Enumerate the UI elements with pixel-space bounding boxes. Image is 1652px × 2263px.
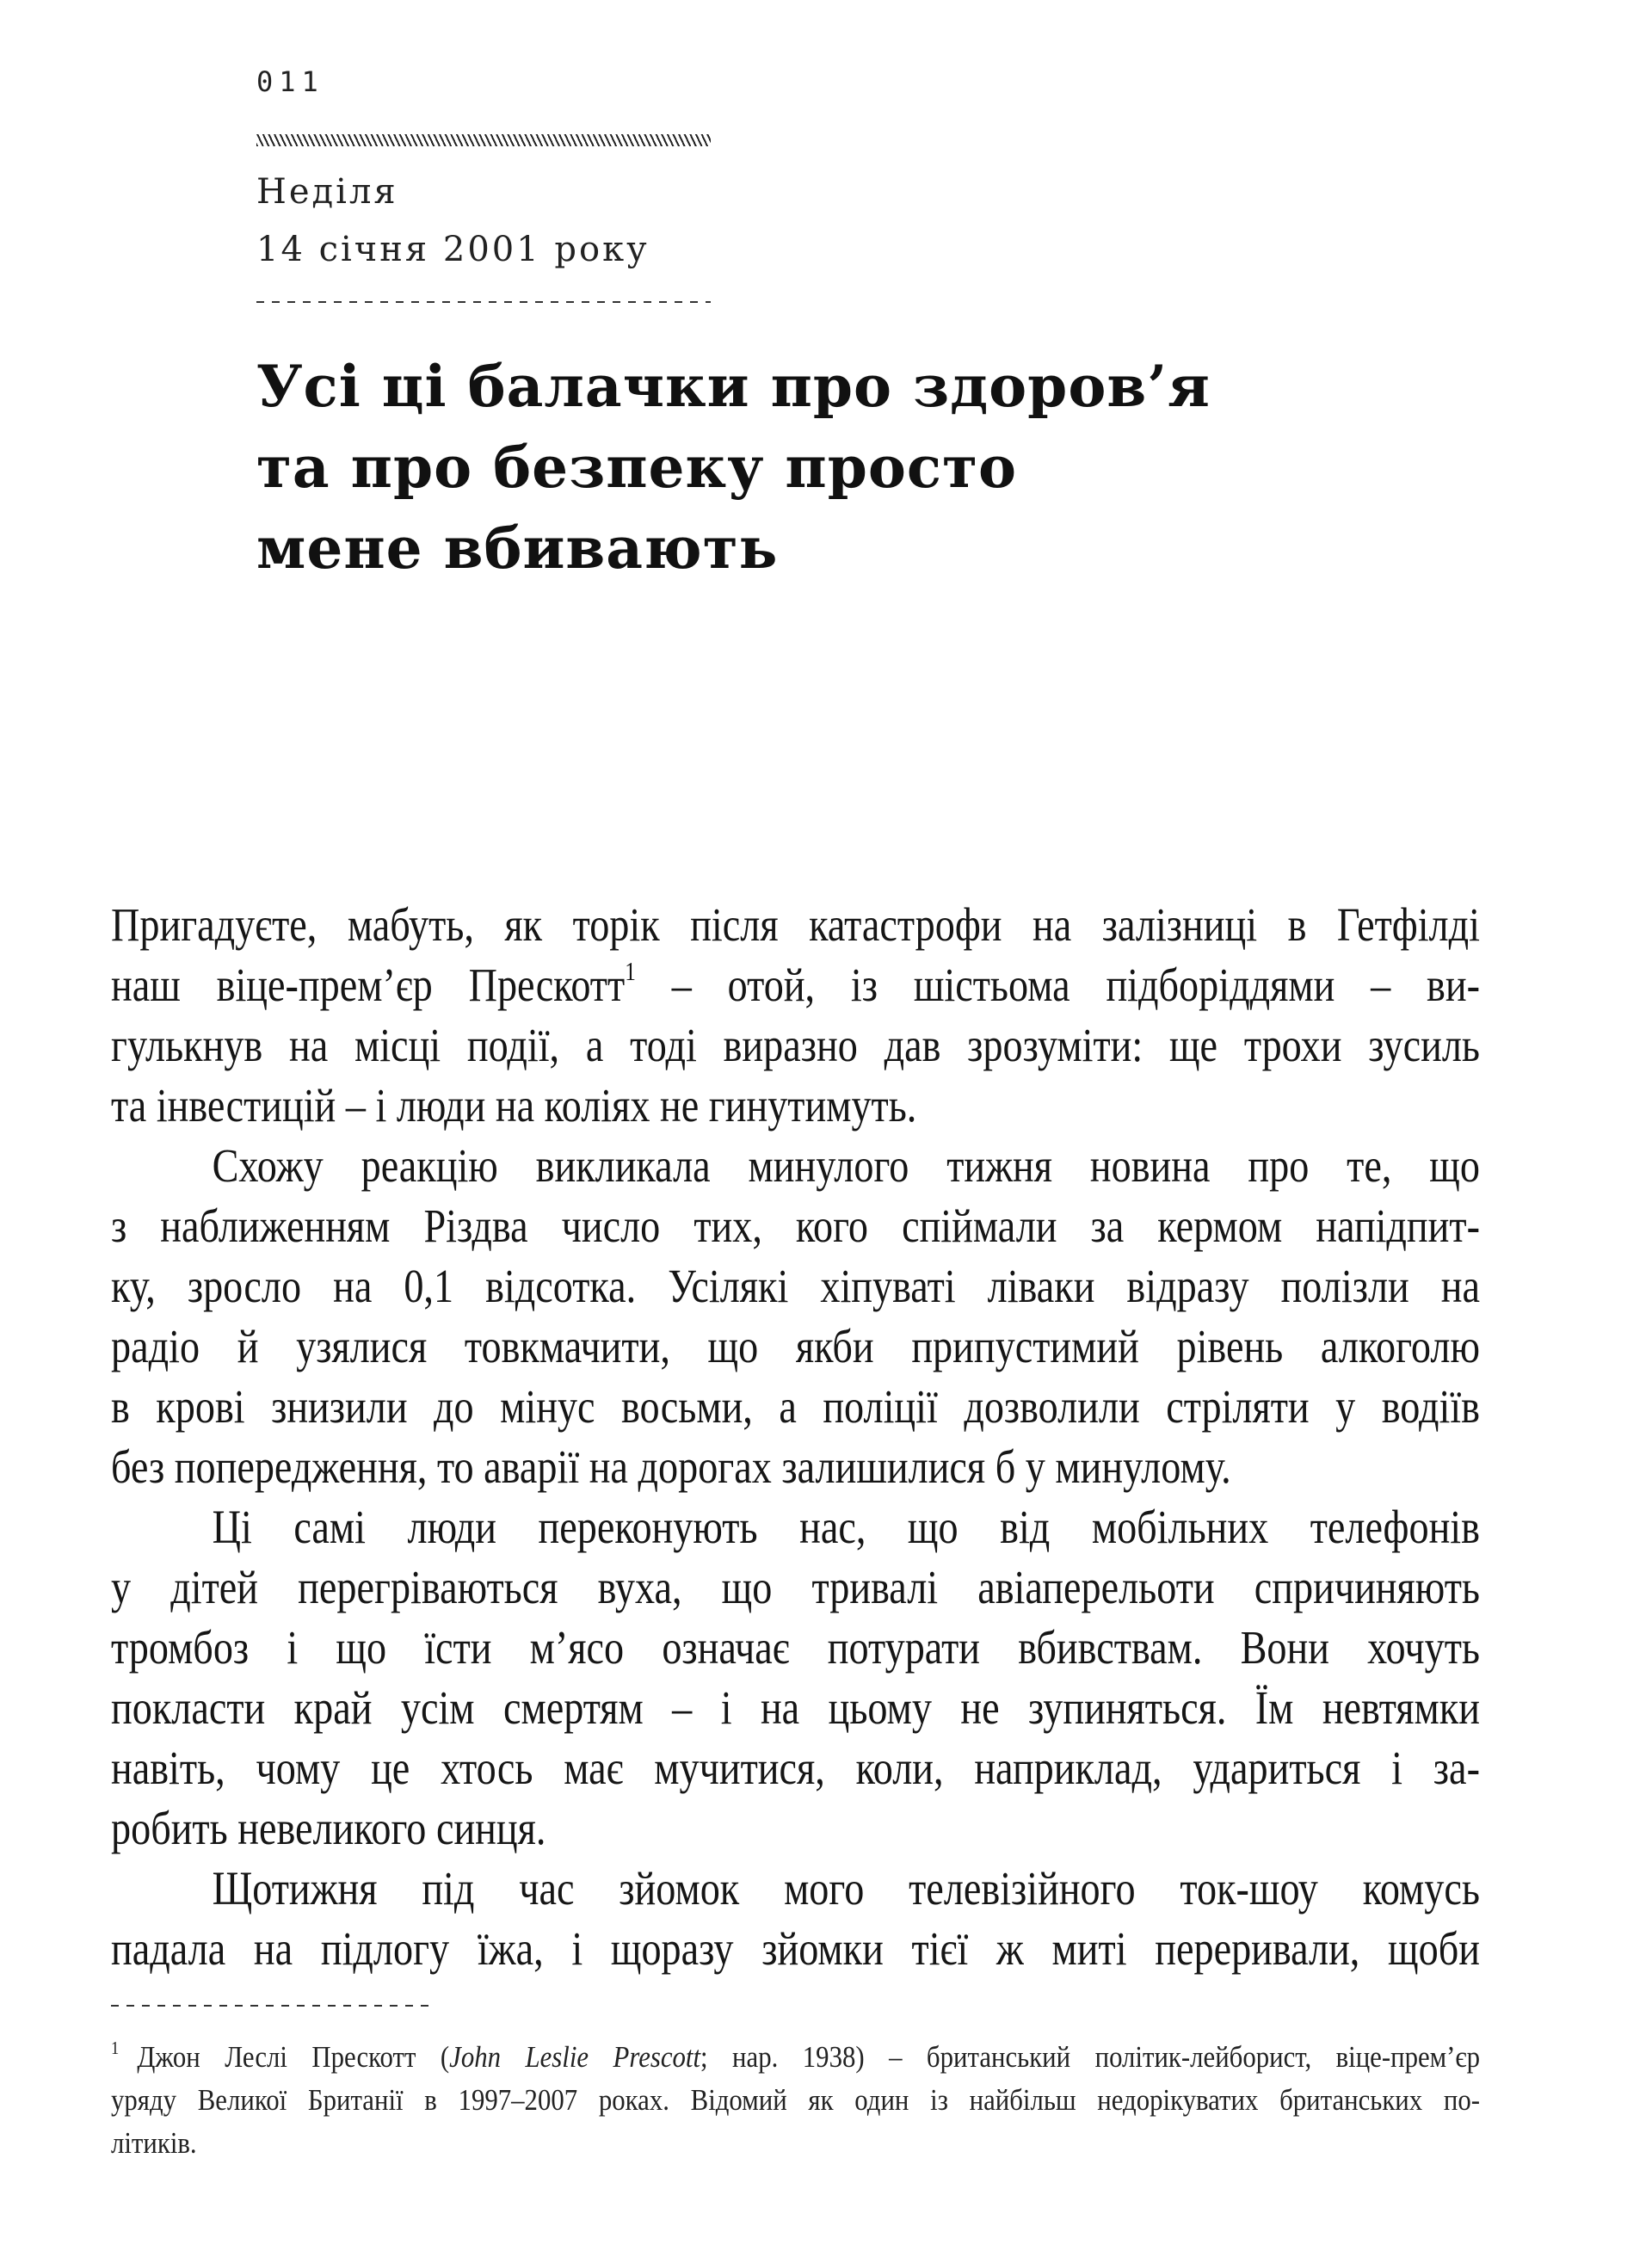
body-text-span: наш віце-прем’єр Прескотт [111, 959, 626, 1011]
footnote-line: уряду Великої Британії в 1997–2007 роках. Відомий як один із найбільш недорікуватих британських по- [111, 2083, 1481, 2117]
chapter-title-line: мене вбивають [256, 515, 779, 582]
body-line: Пригадуєте, мабуть, як торік після катастрофи на залізниці в Гетфілді [111, 898, 1480, 951]
body-line: радіо й узялися товкмачити, що якби припустимий рівень алкоголю [111, 1320, 1480, 1372]
chapter-title-line: Усі ці балачки про здоров’я [256, 353, 1211, 420]
body-text-span: – отой, із шістьома підборіддями – ви- [635, 959, 1480, 1011]
footnote-line: літиків. [111, 2126, 197, 2160]
body-line: покласти край усім смертям – і на цьому не зупиняться. Їм невтямки [111, 1681, 1480, 1734]
dashed-divider [256, 301, 711, 303]
body-line: ку, зросло на 0,1 відсотка. Усілякі хіпуваті ліваки відразу полізли на [111, 1260, 1480, 1312]
footnote-text: ; нар. 1938) – британський політик-лейборист, віце-прем’єр [700, 2040, 1481, 2074]
body-line: робить невеликого синця. [111, 1802, 546, 1854]
body-line: з наближенням Різдва число тих, кого спіймали за кермом напідпит- [111, 1199, 1480, 1252]
hatched-divider [256, 134, 711, 146]
footnote-separator [111, 2005, 429, 2007]
body-line: тромбоз і що їсти м’ясо означає потурати вбивствам. Вони хочуть [111, 1621, 1480, 1674]
body-line: та інвестицій – і люди на коліях не гинутимуть. [111, 1079, 917, 1132]
body-line: Щотижня під час зйомок мого телевізійного ток-шоу комусь [212, 1862, 1480, 1915]
body-line: в крові знизили до мінус восьми, а поліції дозволили стріляти у водіїв [111, 1380, 1480, 1433]
entry-day: Неділя [256, 172, 398, 212]
body-line: Ці самі люди переконують нас, що від мобільних телефонів [212, 1501, 1480, 1553]
page-number: 011 [256, 65, 324, 98]
body-line: падала на підлогу їжа, і щоразу зйомки тієї ж миті переривали, щоби [111, 1922, 1480, 1975]
body-line: без попередження, то аварії на дорогах залишилися б у минулому. [111, 1440, 1231, 1493]
body-line: у дітей перегріваються вуха, що тривалі авіаперельоти спричиняють [111, 1561, 1480, 1613]
footnote-marker: 1 [111, 2038, 120, 2059]
chapter-title-line: та про безпеку просто [256, 434, 1017, 501]
footnote-line [111, 2036, 1480, 2079]
body-line: навіть, чому це хтось має мучитися, коли, наприклад, удариться і за- [111, 1742, 1480, 1794]
entry-date: 14 січня 2001 року [256, 230, 650, 269]
footnote-text: Джон Леслі Прескотт ( [137, 2040, 450, 2074]
footnote-reference[interactable]: 1 [625, 956, 636, 986]
footnote-italic-name: John Leslie Prescott [449, 2040, 701, 2074]
body-line: Схожу реакцію викликала минулого тижня новина про те, що [212, 1139, 1480, 1192]
body-line [111, 955, 1480, 1015]
body-line: гулькнув на місці події, а тоді виразно дав зрозуміти: ще трохи зусиль [111, 1019, 1480, 1071]
